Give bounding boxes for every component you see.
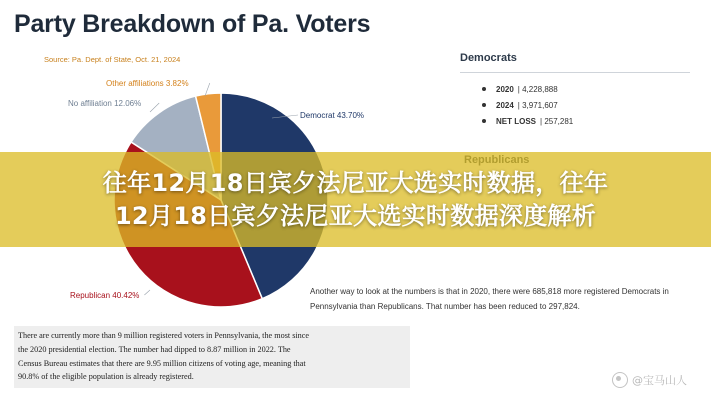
watermark-logo-icon: [612, 372, 628, 388]
slice-label: No affiliation 12.06%: [68, 99, 142, 108]
divider: [460, 72, 690, 73]
stat-value: | 4,228,888: [517, 84, 558, 94]
leader-line: [144, 290, 150, 295]
slice-label: Democrat 43.70%: [300, 111, 365, 120]
note-line: 90.8% of the eligible population is already registered.: [18, 372, 194, 382]
note-line: the 2020 presidential election. The number had dipped to 8.87 million in 2022. The: [18, 344, 291, 354]
democrats-panel: [460, 52, 700, 129]
note-text: [18, 329, 410, 384]
bullet-icon: [482, 87, 486, 91]
stat-label: 2020: [496, 84, 514, 94]
source-note: Source: Pa. Dept. of State, Oct. 21, 2024: [44, 55, 181, 64]
stat-row-net-loss: [460, 113, 700, 129]
bullet-icon: [482, 119, 486, 123]
overlay-line-1: 往年12月18日宾夕法尼亚大选实时数据，往年: [102, 169, 609, 197]
democrats-heading: Democrats: [460, 52, 517, 64]
note-line: Census Bureau estimates that there are 9.95 million citizens of voting age, meaning that: [18, 358, 306, 368]
note-line: There are currently more than 9 million registered voters in Pennsylvania, the most since: [18, 331, 310, 340]
chart-title: Party Breakdown of Pa. Voters: [14, 10, 371, 38]
stat-label: NET LOSS: [496, 116, 537, 126]
bullet-icon: [482, 103, 486, 107]
stat-value: | 3,971,607: [517, 100, 558, 110]
slice-label: Other affiliations 3.82%: [106, 79, 189, 88]
stat-label: 2024: [496, 100, 514, 110]
stat-row-2024: [460, 97, 700, 113]
watermark-text: @宝马山人: [632, 374, 687, 387]
overlay-line-2: 12月18日宾夕法尼亚大选实时数据深度解析: [114, 202, 597, 230]
slice-label: Republican 40.42%: [70, 291, 140, 300]
overlay-headline: [0, 167, 711, 233]
stat-row-2020: [460, 81, 700, 97]
watermark: [612, 372, 687, 388]
comparison-paragraph: Another way to look at the numbers is that in 2020, there were 685,818 more registered Democrats in Pennsylvania than Republicans. That number has been reduced to 297,824.: [310, 287, 669, 311]
leader-line: [150, 103, 159, 112]
stat-value: | 257,281: [540, 116, 574, 126]
